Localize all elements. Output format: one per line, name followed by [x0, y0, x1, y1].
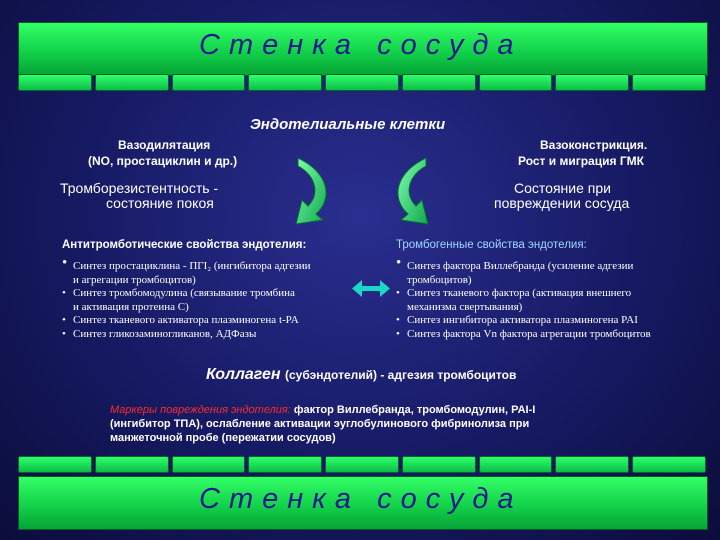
markers-line1: [110, 404, 535, 416]
bottom-brick-row: [18, 456, 706, 473]
collagen-word: Коллаген: [206, 366, 281, 383]
antithrombotic-title: Антитромботические свойства эндотелия:: [62, 239, 307, 251]
bottom-wall-title: Стенка сосуда: [199, 483, 523, 515]
brick: [95, 456, 169, 473]
collagen-line: [206, 366, 516, 384]
thrombogenic-list: [396, 255, 706, 341]
endothelial-title: Эндотелиальные клетки: [250, 116, 446, 133]
list-item: и активация протеина С): [73, 300, 189, 313]
list-item: механизма свертывания): [407, 300, 523, 313]
list-item: • Синтез гликозаминогликанов, АДФазы: [62, 327, 257, 340]
list-item: • Синтез фактора Виллебранда (усиление адгезии: [396, 255, 634, 272]
list-item: • Синтез тканевого активатора плазминогена t-PA: [62, 314, 299, 326]
brick: [402, 456, 476, 473]
top-wall-title: Стенка сосуда: [199, 29, 523, 61]
list-item: тромбоцитов): [407, 273, 472, 286]
brick: [632, 456, 706, 473]
list-item: • Синтез ингибитора активатора плазминогена PAI: [396, 314, 638, 326]
vasoconstriction-sub: Рост и миграция ГМК: [518, 154, 644, 168]
brick: [18, 456, 92, 473]
left-state-line2: состояние покоя: [106, 195, 214, 211]
list-item: • Синтез фактора Vn фактора агрегации тромбоцитов: [396, 327, 651, 340]
thrombogenic-title: Тромбогенные свойства эндотелия:: [396, 239, 587, 251]
collagen-rest: (субэндотелий) - адгезия тромбоцитов: [284, 368, 517, 382]
list-item: • Синтез тромбомодулина (связывание тромбина: [62, 287, 295, 299]
vasodilation-sub: (NO, простациклин и др.): [88, 154, 238, 168]
left-curved-arrow-icon: [296, 158, 326, 224]
bottom-vessel-wall: [18, 476, 708, 530]
right-curved-arrow-icon: [398, 158, 428, 224]
vasoconstriction-title: Вазоконстрикция.: [540, 138, 648, 152]
vasodilation-title: Вазодилятация: [118, 138, 211, 152]
markers-text1: фактор Виллебранда, тромбомодулин, PAI-I: [290, 404, 536, 416]
brick: [479, 456, 553, 473]
brick: [325, 456, 399, 473]
brick: [555, 456, 629, 473]
list-item: • Синтез простациклина - ПГІ₂ (ингибитора адгезии: [62, 255, 311, 272]
markers-line3: манжеточной пробе (пережатии сосудов): [110, 432, 336, 444]
markers-line2: (ингибитор ТПА), ослабление активации эуглобулинового фибринолиза при: [110, 418, 530, 430]
brick: [172, 456, 246, 473]
left-state-line1: Тромборезистентность -: [60, 180, 219, 196]
list-item: • Синтез тканевого фактора (активация внешнего: [396, 287, 632, 299]
markers-label: Маркеры повреждения эндотелия:: [110, 404, 291, 416]
right-state-line1: Состояние при: [514, 180, 611, 196]
right-state-line2: повреждении сосуда: [494, 195, 630, 211]
list-item: и агрегации тромбоцитов): [73, 273, 196, 286]
brick: [248, 456, 322, 473]
antithrombotic-list: [62, 255, 362, 341]
